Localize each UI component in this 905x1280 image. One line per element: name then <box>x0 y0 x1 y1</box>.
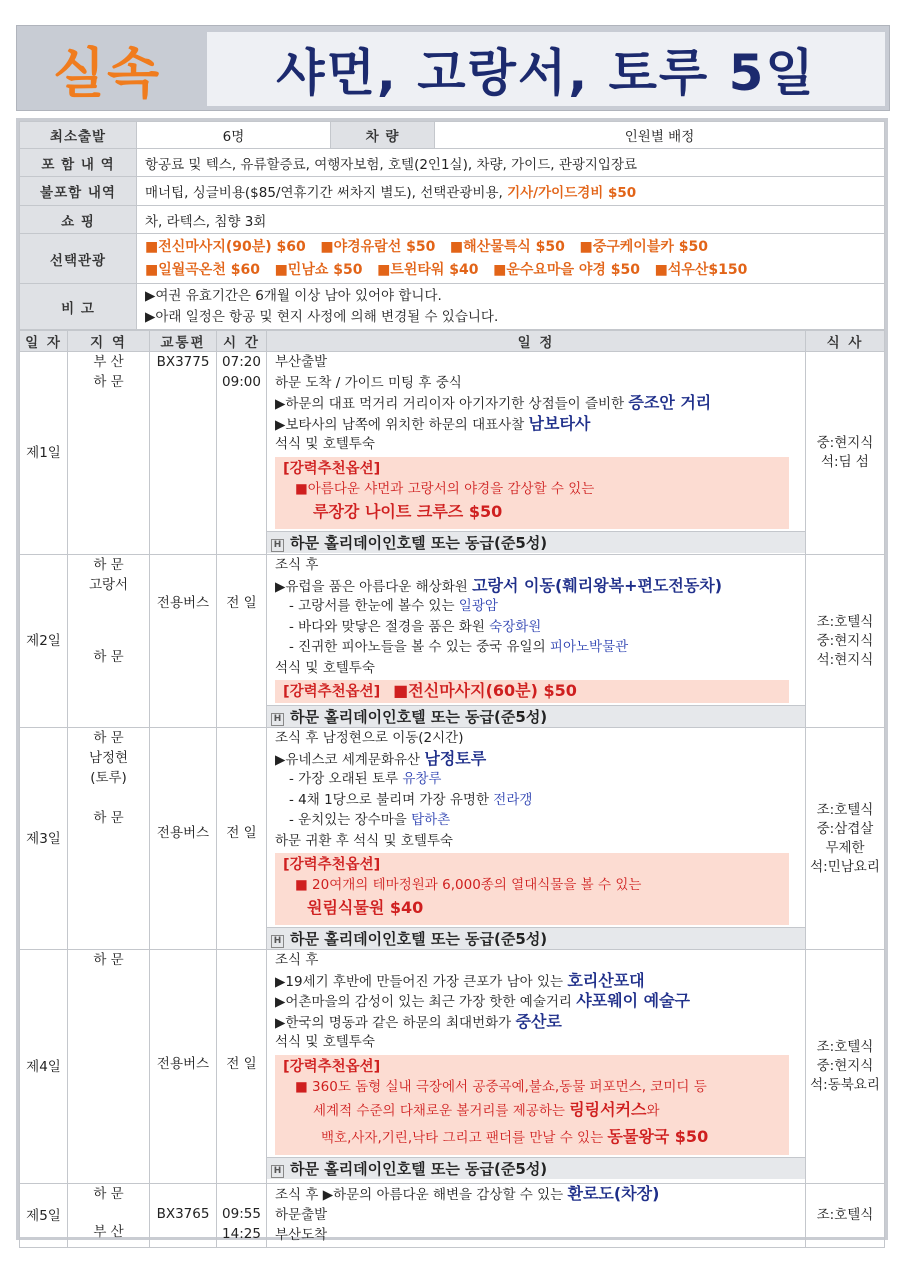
region-name: 하 문 <box>93 649 124 665</box>
recommended-title: [강력추천옵션] <box>283 1058 381 1075</box>
spot-name: 일광암 <box>458 598 498 614</box>
region-name: 하 문 <box>93 1186 124 1202</box>
hotel-icon: H <box>271 935 284 948</box>
region-name: 고랑서 <box>88 577 129 593</box>
region-name: 하 문 <box>93 557 124 573</box>
info-table <box>19 121 885 330</box>
hotel-name: 하문 홀리데이인호텔 또는 동급(준5성) <box>290 930 548 948</box>
spot-name: 전라갱 <box>493 791 533 808</box>
min-departure-value: 6명 <box>137 122 331 149</box>
itinerary-line <box>275 971 805 992</box>
day-label: 제3일 <box>20 728 68 950</box>
shopping-value: 차, 라텍스, 침향 3회 <box>137 206 885 234</box>
itinerary-line <box>275 617 805 638</box>
transport-cell: 전용버스 <box>150 950 217 1184</box>
time-cell <box>217 352 267 555</box>
meal-cell <box>806 555 885 728</box>
recommended-text: 백호,사자,기린,낙타 그리고 팬더를 만날 수 있는 <box>321 1129 608 1146</box>
time-value: 14:25 <box>222 1226 261 1242</box>
schedule-header-row <box>20 331 885 352</box>
itinerary-line <box>275 596 805 617</box>
day-row-3 <box>20 728 885 950</box>
itinerary-line <box>275 991 805 1012</box>
options-row-2: ■일월곡온천 $60 ■민남쇼 $50 ■트윈타워 $40 ■운수요마을 야경 $50 ■석우산$150 <box>145 261 748 278</box>
meal-item: 조:호텔식 <box>816 801 874 818</box>
itinerary-text: ▶어촌마을의 감성이 있는 최근 가장 핫한 예술거리 <box>275 994 577 1010</box>
day-row-2 <box>20 555 885 728</box>
excludes-value: 매너팁, 싱글비용($85/연휴기간 써차지 별도), 선택관광비용, <box>145 185 508 201</box>
itinerary-line: 조식 후 <box>275 952 319 968</box>
page-title: 샤먼, 고랑서, 토루 5일 <box>207 32 885 106</box>
itinerary-text: - 고랑서를 한눈에 볼수 있는 <box>289 598 459 614</box>
itinerary-text: - 운치있는 장수마을 <box>289 812 412 828</box>
itinerary-line <box>275 637 805 658</box>
info-row-shopping <box>20 206 885 234</box>
header-region: 지 역 <box>68 331 150 352</box>
header-meal: 식 사 <box>806 331 885 352</box>
hotel-bar <box>267 1157 805 1179</box>
recommended-desc <box>283 1124 781 1151</box>
region-name: 하 문 <box>93 730 124 746</box>
region-cell <box>68 728 150 950</box>
recommended-desc: ■아름다운 샤먼과 고랑서의 야경을 감상할 수 있는 <box>295 480 595 497</box>
time-value: 09:55 <box>222 1206 261 1222</box>
includes-label: 포 함 내 역 <box>20 149 137 177</box>
time-cell <box>217 1184 267 1248</box>
region-name: 부 산 <box>93 1224 124 1240</box>
time-cell: 전 일 <box>217 728 267 950</box>
transport-cell: BX3765 <box>150 1184 217 1248</box>
itinerary-cell <box>267 950 806 1184</box>
hotel-name: 하문 홀리데이인호텔 또는 동급(준5성) <box>290 708 548 726</box>
recommended-option-box <box>275 680 789 703</box>
itinerary-text: ▶하문의 대표 먹거리 거리이자 아기자기한 상점들이 즐비한 <box>275 396 629 412</box>
recommended-option-box <box>275 457 789 529</box>
options-label: 선택관광 <box>20 234 137 284</box>
meal-item: 조:호텔식 <box>816 1039 874 1055</box>
region-cell <box>68 352 150 555</box>
info-row-options <box>20 234 885 284</box>
time-value: 07:20 <box>222 354 261 370</box>
region-cell <box>68 1184 150 1248</box>
package-label: 실속 <box>52 41 162 105</box>
hotel-icon: H <box>271 713 284 726</box>
remark-schedule-change: ▶아래 일정은 항공 및 현지 사정에 의해 변경될 수 있습니다. <box>145 308 499 325</box>
itinerary-cell <box>267 352 806 555</box>
info-row-remarks <box>20 284 885 330</box>
itinerary-text: - 바다와 맞닿은 절경을 품은 화원 <box>289 618 490 635</box>
meal-item: 중:삼겹살 <box>816 820 874 837</box>
highlight-spot: 고랑서 이동(훼리왕복+편도전동차) <box>472 575 723 595</box>
meal-item: 중:현지식 <box>816 435 874 451</box>
highlight-spot: 남정토루 <box>424 748 487 768</box>
itinerary-text: - 진귀한 피아노들을 볼 수 있는 중국 유일의 <box>289 639 550 655</box>
meal-item: 조:호텔식 <box>816 613 874 630</box>
region-name: 하 문 <box>93 810 124 826</box>
excludes-label: 불포함 내역 <box>20 177 137 206</box>
recommended-option-box <box>275 1055 789 1155</box>
recommended-text: 세계적 수준의 다채로운 볼거리를 제공하는 <box>313 1102 570 1119</box>
meal-cell <box>806 1184 885 1248</box>
info-row-min-departure <box>20 122 885 149</box>
itinerary-line <box>275 393 805 414</box>
itinerary-line: 조식 후 남정현으로 이동(2시간) <box>275 730 464 746</box>
meal-item: 석:딤 섬 <box>821 454 869 470</box>
time-cell: 전 일 <box>217 555 267 728</box>
recommended-option-box <box>275 853 789 925</box>
itinerary-text: ▶한국의 명동과 같은 하문의 최대번화가 <box>275 1014 516 1031</box>
day-row-4 <box>20 950 885 1184</box>
itinerary-line <box>275 810 805 831</box>
itinerary-line: 조식 후 <box>275 557 319 573</box>
day-label: 제5일 <box>20 1184 68 1248</box>
hotel-icon: H <box>271 1165 284 1178</box>
meal-item: 무제한 <box>825 839 865 856</box>
title-banner <box>16 25 890 111</box>
highlight-spot: 증조안 거리 <box>628 393 712 412</box>
hotel-name: 하문 홀리데이인호텔 또는 동급(준5성) <box>290 1159 548 1178</box>
vehicle-value: 인원별 배정 <box>435 122 885 149</box>
header-day: 일 자 <box>20 331 68 352</box>
highlight-spot: 환로도(차장) <box>567 1184 660 1203</box>
time-cell: 전 일 <box>217 950 267 1184</box>
itinerary-sheet <box>16 118 888 1243</box>
meal-item: 석:민남요리 <box>810 858 880 875</box>
hotel-bar <box>267 927 805 949</box>
recommended-desc: ■ 360도 돔형 실내 극장에서 공중곡예,불쇼,동물 퍼포먼스, 코미디 등 <box>295 1078 707 1095</box>
spot-name: 피아노박물관 <box>549 639 629 655</box>
day-label: 제1일 <box>20 352 68 555</box>
options-row-1: ■전신마사지(90분) $60 ■야경유람선 $50 ■해산물특식 $50 ■중구케이블카 $50 <box>145 238 708 255</box>
spot-name: 숙장화원 <box>489 618 542 635</box>
recommended-title: [강력추천옵션] <box>283 460 381 477</box>
region-name: 부 산 <box>93 354 124 370</box>
vehicle-label: 차 량 <box>331 122 435 149</box>
recommended-name: 루장강 나이트 크루즈 $50 <box>313 501 503 521</box>
spot-name: 탑하촌 <box>411 812 451 828</box>
hotel-bar <box>267 531 805 553</box>
region-name: 남정현 <box>88 750 129 766</box>
remarks-cell <box>137 284 885 330</box>
highlight-spot: 중산로 <box>515 1011 562 1031</box>
highlight-spot: 남보타사 <box>528 413 591 433</box>
meal-item: 중:현지식 <box>816 1058 874 1074</box>
itinerary-line <box>275 414 805 435</box>
itinerary-text: ▶유네스코 세계문화유산 <box>275 751 425 768</box>
itinerary-line: 부산도착 <box>275 1227 328 1243</box>
itinerary-line: 부산출발 <box>275 354 328 370</box>
recommended-name: 링링서커스 <box>569 1099 647 1119</box>
itinerary-line: 석식 및 호텔투숙 <box>275 1034 375 1050</box>
options-cell <box>137 234 885 284</box>
region-name: 하 문 <box>93 374 124 390</box>
itinerary-line <box>275 1184 805 1205</box>
meal-cell <box>806 728 885 950</box>
region-cell <box>68 555 150 728</box>
highlight-spot: 샤포웨이 예술구 <box>576 991 691 1010</box>
itinerary-cell <box>267 555 806 728</box>
day-row-1 <box>20 352 885 555</box>
includes-value: 항공료 및 텍스, 유류할증료, 여행자보험, 호텔(2인1실), 차량, 가이드, 관광지입장료 <box>137 149 885 177</box>
itinerary-cell <box>267 728 806 950</box>
itinerary-line: 석식 및 호텔투숙 <box>275 436 375 452</box>
itinerary-text: - 가장 오래된 토루 <box>289 771 403 787</box>
itinerary-line <box>275 769 805 790</box>
meal-item: 석:현지식 <box>816 651 874 668</box>
excludes-cell <box>137 177 885 206</box>
recommended-desc: ■ 20여개의 테마정원과 6,000종의 열대식물을 볼 수 있는 <box>295 877 642 893</box>
region-name: 하 문 <box>93 952 124 968</box>
itinerary-line <box>275 576 805 597</box>
itinerary-text: 조식 후 ▶하문의 아름다운 해변을 감상할 수 있는 <box>275 1187 568 1203</box>
day-label: 제4일 <box>20 950 68 1184</box>
recommended-desc <box>283 1097 781 1124</box>
transport-cell: BX3775 <box>150 352 217 555</box>
hotel-name: 하문 홀리데이인호텔 또는 동급(준5성) <box>290 533 548 552</box>
recommended-name: ■전신마사지(60분) $50 <box>393 681 577 700</box>
header-time: 시 간 <box>217 331 267 352</box>
remark-passport: ▶여권 유효기간은 6개월 이상 남아 있어야 합니다. <box>145 287 442 304</box>
itinerary-text: ▶19세기 후반에 만들어진 가장 큰포가 남아 있는 <box>275 973 568 990</box>
meal-item: 중:현지식 <box>816 632 874 649</box>
hotel-icon: H <box>271 539 284 552</box>
recommended-text: 와 <box>646 1102 660 1119</box>
itinerary-line: 하문출발 <box>275 1206 328 1223</box>
recommended-title: [강력추천옵션] <box>283 857 381 873</box>
meal-cell <box>806 352 885 555</box>
header-transport: 교통편 <box>150 331 217 352</box>
itinerary-line: 하문 귀환 후 석식 및 호텔투숙 <box>275 832 453 849</box>
itinerary-text: ▶유럽을 품은 아름다운 해상화원 <box>275 578 473 595</box>
hotel-bar <box>267 705 805 727</box>
shopping-label: 쇼 핑 <box>20 206 137 234</box>
itinerary-line <box>275 1012 805 1033</box>
meal-cell <box>806 950 885 1184</box>
min-departure-label: 최소출발 <box>20 122 137 149</box>
spot-name: 유창루 <box>402 771 442 787</box>
recommended-name: 원림식물원 $40 <box>307 898 424 917</box>
day-label: 제2일 <box>20 555 68 728</box>
itinerary-line <box>275 749 805 770</box>
itinerary-line <box>275 790 805 811</box>
day-row-5 <box>20 1184 885 1248</box>
itinerary-line: 석식 및 호텔투숙 <box>275 659 375 676</box>
region-name: (토루) <box>90 770 127 786</box>
header-itinerary: 일 정 <box>267 331 806 352</box>
highlight-spot: 호리산포대 <box>567 970 645 990</box>
meal-item: 석:동북요리 <box>810 1077 880 1093</box>
info-row-excludes <box>20 177 885 206</box>
itinerary-line: 하문 도착 / 가이드 미팅 후 중식 <box>275 374 462 391</box>
remarks-label: 비 고 <box>20 284 137 330</box>
excludes-fee: 기사/가이드경비 $50 <box>507 185 637 201</box>
transport-cell: 전용버스 <box>150 555 217 728</box>
itinerary-text: - 4채 1당으로 불리며 가장 유명한 <box>289 791 494 808</box>
info-row-includes <box>20 149 885 177</box>
transport-cell: 전용버스 <box>150 728 217 950</box>
recommended-name: 동물왕국 $50 <box>607 1126 709 1146</box>
itinerary-text: ▶보타사의 남쪽에 위치한 하문의 대표사찰 <box>275 416 529 433</box>
region-cell <box>68 950 150 1184</box>
recommended-title: [강력추천옵션] <box>283 684 381 700</box>
schedule-table <box>19 330 885 1248</box>
time-value: 09:00 <box>222 374 261 390</box>
itinerary-cell <box>267 1184 806 1248</box>
meal-item: 조:호텔식 <box>816 1207 874 1223</box>
